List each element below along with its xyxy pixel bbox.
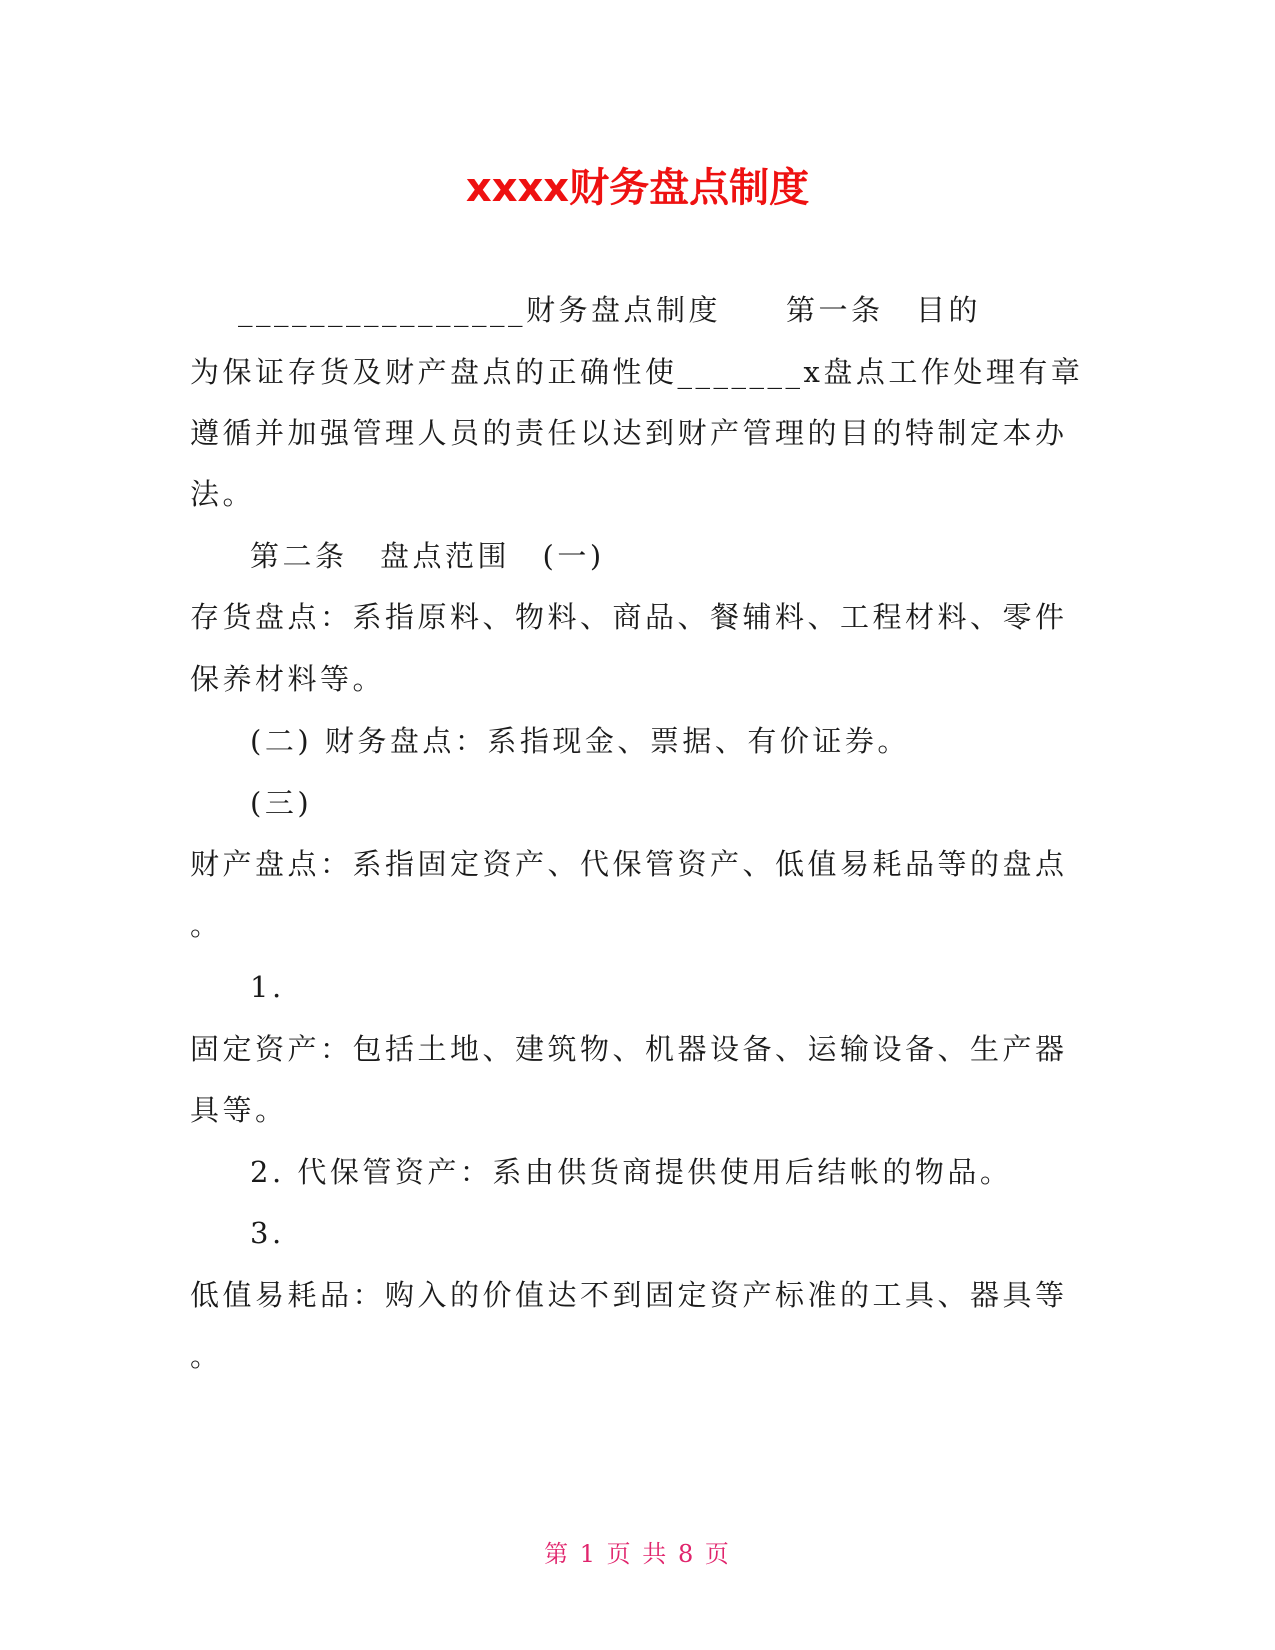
text-line: 财产盘点：系指固定资产、代保管资产、低值易耗品等的盘点 [190,847,1068,881]
text-line: 2. 代保管资产：系由供货商提供使用后结帐的物品。 [250,1155,1013,1189]
page-footer: 第 1 页 共 8 页 [544,1540,731,1568]
text-line: 第二条 盘点范围 (一) [250,539,605,573]
text-line: ________________财务盘点制度 第一条 目的 [238,293,982,327]
text-line: 存货盘点：系指原料、物料、商品、餐辅料、工程材料、零件 [190,600,1068,634]
text-line: 法。 [190,477,256,511]
text-line: 1. [250,970,285,1004]
text-line: 3. [250,1216,285,1250]
text-line: 保养材料等。 [190,662,386,696]
text-line: (二) 财务盘点：系指现金、票据、有价证券。 [250,724,910,758]
text-line: 具等。 [190,1093,288,1127]
text-line: 固定资产：包括土地、建筑物、机器设备、运输设备、生产器 [190,1032,1068,1066]
text-line: 。 [190,1339,223,1373]
text-line: 为保证存货及财产盘点的正确性使_______x盘点工作处理有章 [190,355,1084,389]
text-line: 低值易耗品：购入的价值达不到固定资产标准的工具、器具等 [190,1278,1068,1312]
text-line: (三) [250,786,313,820]
text-line: 。 [190,908,223,942]
page-title: xxxx财务盘点制度 [465,165,810,211]
text-line: 遵循并加强管理人员的责任以达到财产管理的目的特制定本办 [190,416,1068,450]
